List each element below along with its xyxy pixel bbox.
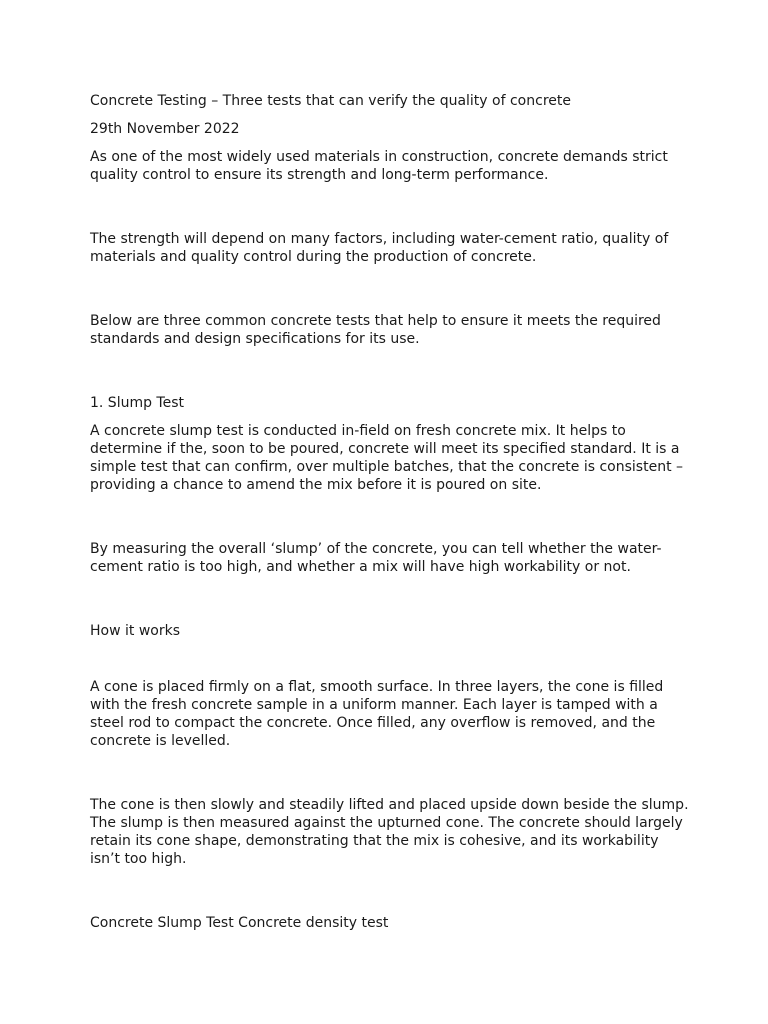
cone-fill-paragraph: A cone is placed firmly on a flat, smooth surface. In three layers, the cone is filled with the fresh concrete sample in a uniform manner. Each layer is tamped with a steel rod to compact the concrete. Once filled, any overflow is removed, and the concrete is levelled.: [90, 679, 664, 749]
final-heading-line: Concrete Slump Test Concrete density test: [90, 915, 389, 931]
document-body: [90, 92, 690, 942]
slump-measure-paragraph: By measuring the overall ‘slump’ of the concrete, you can tell whether the water-cement ratio is too high, and whether a mix will have high workability or not.: [90, 541, 662, 575]
how-it-works-heading: How it works: [90, 623, 180, 639]
slump-test-paragraph: A concrete slump test is conducted in-field on fresh concrete mix. It helps to determine if the, soon to be poured, concrete will meet its specified standard. It is a simple test that can confirm, over multiple batches, that the concrete is consistent – providing a chance to amend the mix before it is poured on site.: [90, 423, 684, 493]
intro-paragraph: As one of the most widely used materials in construction, concrete demands strict quality control to ensure its strength and long-term performance.: [90, 149, 668, 183]
document-title: Concrete Testing – Three tests that can verify the quality of concrete: [90, 93, 571, 109]
cone-lift-paragraph: The cone is then slowly and steadily lifted and placed upside down beside the slump. The slump is then measured against the upturned cone. The concrete should largely retain its cone shape, demonstrating that the mix is cohesive, and its workability isn’t too high.: [90, 797, 689, 867]
strength-paragraph: The strength will depend on many factors, including water-cement ratio, quality of materials and quality control during the production of concrete.: [90, 231, 669, 265]
tests-overview-paragraph: Below are three common concrete tests that help to ensure it meets the required standards and design specifications for its use.: [90, 313, 661, 347]
document-date: 29th November 2022: [90, 121, 240, 137]
slump-test-heading: 1. Slump Test: [90, 395, 185, 411]
